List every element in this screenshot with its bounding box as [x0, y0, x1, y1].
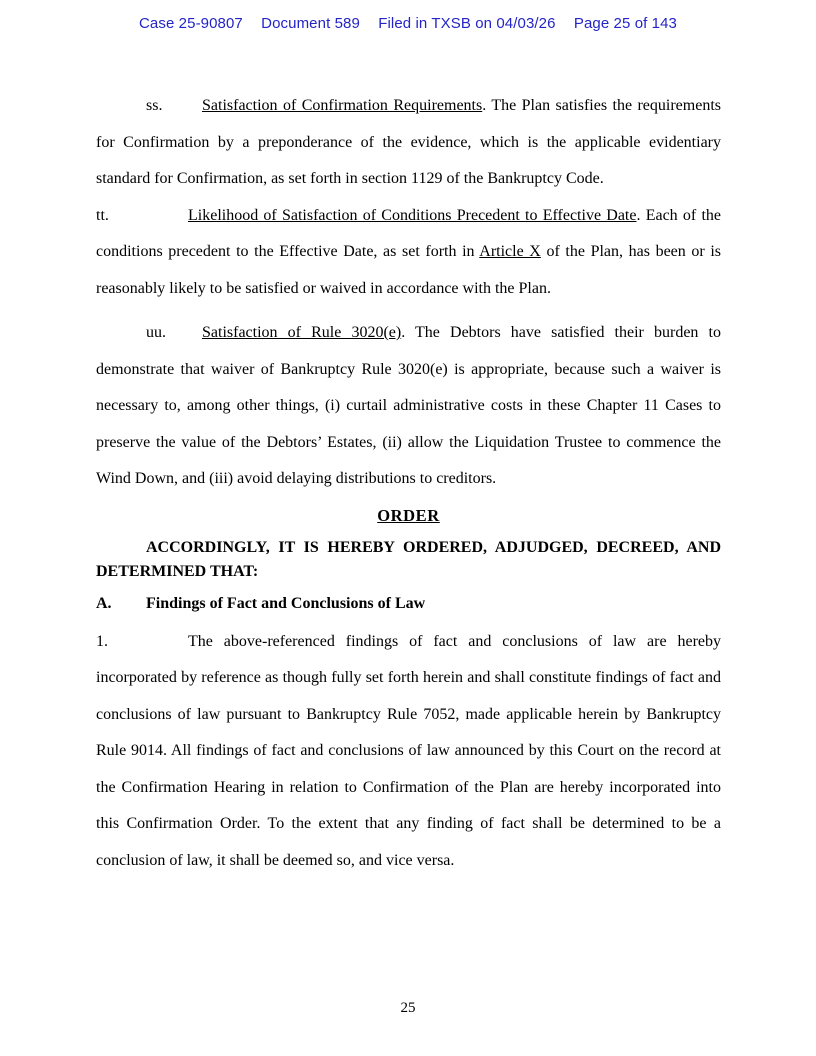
- case-number: Case 25-90807: [139, 15, 243, 32]
- decree-line-1: ACCORDINGLY, IT IS HEREBY ORDERED, ADJUDGED, DECREED, AND: [146, 538, 721, 556]
- section-a-title: Findings of Fact and Conclusions of Law: [146, 594, 426, 612]
- paragraph-ss: [96, 88, 721, 198]
- filing-info: Filed in TXSB on 04/03/26: [378, 15, 556, 32]
- ecf-filing-stamp: [0, 15, 816, 32]
- paragraph-uu-text: . The Debtors have satisfied their burden to demonstrate that waiver of Bankruptcy Rule 3020(e) is appropriate, because such a waiver is necessary to, among other things, (i) curtail administrative costs in these Chapter 11 Cases to preserve the value of the Debtors’ Estates, (ii) allow the Liquidation Trustee to commence the Wind Down, and (iii) avoid delaying distributions to creditors.: [96, 324, 721, 487]
- paragraph-tt: [96, 198, 721, 308]
- paragraph-uu-title: Satisfaction of Rule 3020(e): [202, 324, 402, 341]
- paragraph-tt-text-after: of the Plan, has been or is reasonably likely to be satisfied or waived in accordance with the Plan.: [96, 243, 721, 297]
- decree-paragraph: [96, 536, 721, 584]
- section-a-heading: [96, 592, 721, 616]
- section-a-label: A.: [96, 594, 112, 612]
- article-x-reference: Article X: [479, 243, 541, 260]
- paragraph-ss-label: ss.: [146, 97, 163, 114]
- paragraph-1-label: 1.: [96, 632, 108, 650]
- order-heading-text: ORDER: [377, 505, 440, 525]
- paragraph-uu: [96, 315, 721, 498]
- document-number: Document 589: [261, 15, 360, 32]
- paragraph-uu-label: uu.: [146, 324, 166, 341]
- paragraph-1-text: The above-referenced findings of fact and conclusions of law are hereby incorporated by reference as though fully set forth herein and shall constitute findings of fact and conclusions of law pursuant to Bankruptcy Rule 7052, made applicable herein by Bankruptcy Rule 9014. All findings of fact and conclusions of law announced by this Court on the record at the Confirmation Hearing in relation to Confirmation of the Plan are hereby incorporated into this Confirmation Order. To the extent that any finding of fact shall be determined to be a conclusion of law, it shall be deemed so, and vice versa.: [96, 632, 721, 869]
- paragraph-ss-title: Satisfaction of Confirmation Requirements: [202, 97, 483, 114]
- decree-line-2: DETERMINED THAT:: [96, 562, 259, 580]
- paragraph-tt-label: tt.: [96, 206, 109, 224]
- order-heading: [96, 504, 721, 528]
- paragraph-ss-text: . The Plan satisfies the requirements for Confirmation by a preponderance of the evidence, which is the applicable evidentiary standard for Confirmation, as set forth in section 1129 of the Bankruptcy Code.: [96, 97, 721, 187]
- paragraph-tt-title: Likelihood of Satisfaction of Conditions Precedent to Effective Date: [188, 206, 637, 224]
- paragraph-1: [96, 624, 721, 880]
- paragraph-tt-text-before: . Each of the conditions precedent to the Effective Date, as set forth in: [96, 206, 722, 260]
- page-number: 25: [400, 1000, 416, 1016]
- document-body: [96, 88, 721, 879]
- page-count: Page 25 of 143: [573, 15, 677, 32]
